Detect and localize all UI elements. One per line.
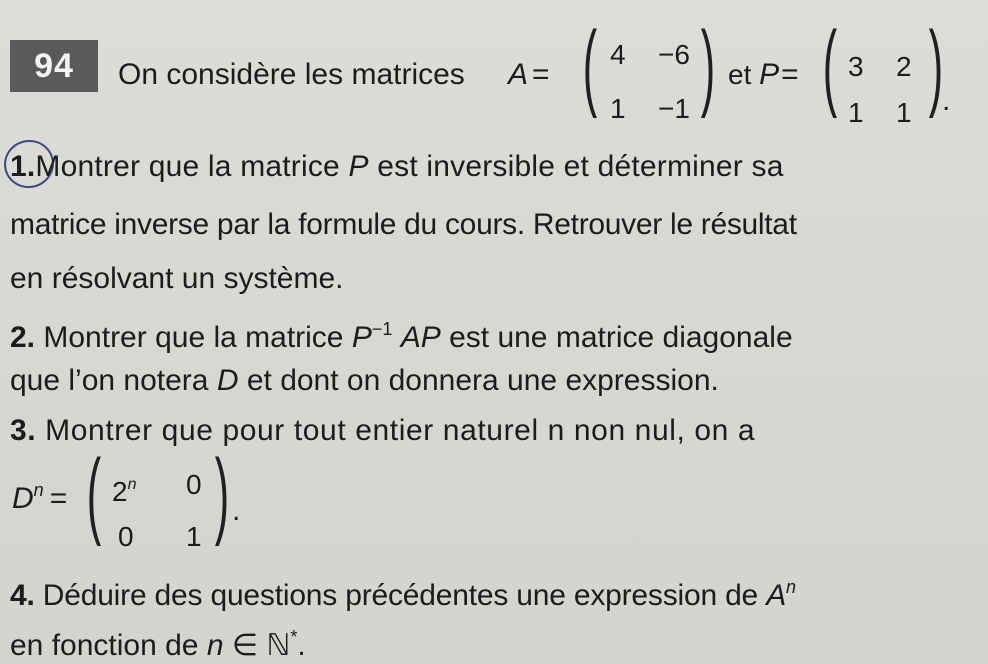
matrix-a-cell-12: −6 (658, 39, 690, 70)
intro-text: On considère les matrices (118, 58, 465, 91)
question-3-var-d: D (12, 482, 34, 515)
conjunction-et: et (728, 59, 752, 90)
question-1-var-p: P (348, 150, 369, 183)
question-3-equals: = (49, 482, 68, 515)
question-2-line-2 (10, 364, 719, 398)
matrix-a-equals: = (532, 58, 550, 91)
matrix-p-cell-11: 3 (848, 51, 864, 82)
question-1-line-2: matrice inverse par la formule du cours. Retrouver le résultat (10, 208, 797, 241)
matrix-d-cell-12: 0 (186, 469, 202, 500)
question-4-text: Déduire des questions précédentes une expression de (42, 579, 767, 612)
matrix-d-cell-11-base: 2 (112, 476, 128, 507)
matrix-p-left-paren: ( (822, 12, 838, 119)
question-2-line-1 (10, 312, 793, 355)
question-2-space (392, 321, 400, 354)
question-3-number: 3. (10, 414, 37, 447)
matrix-d-cell-22: 1 (186, 521, 202, 552)
matrix-a-label (508, 58, 550, 92)
matrix-a-right-paren: ) (700, 12, 716, 119)
exercise-number-badge: 94 (10, 40, 98, 92)
question-4-end-period: . (297, 629, 306, 662)
matrix-d-left-paren: ( (86, 440, 102, 547)
matrix-a-name: A (508, 58, 529, 91)
question-4-line-2 (10, 620, 306, 663)
question-2-number: 2. (10, 321, 36, 354)
question-2-text-a: Montrer que la matrice (43, 321, 352, 354)
question-4-exponent-n: n (786, 577, 796, 597)
matrix-p-cell-21: 1 (848, 97, 864, 128)
matrix-p-equals: = (781, 58, 799, 91)
question-3-line-1 (10, 414, 755, 448)
question-1-line-3: en résolvant un système. (10, 262, 344, 295)
question-2-var-ap: AP (400, 321, 441, 354)
intro-end-period: . (942, 84, 951, 117)
question-1-number: 1. (10, 150, 36, 183)
question-4-number: 4. (10, 579, 35, 612)
matrix-a-cell-22: −1 (658, 93, 690, 124)
question-4-line-2-a: en fonction de (10, 629, 207, 662)
matrix-d-cell-11 (112, 470, 136, 507)
question-4-var-a: A (766, 579, 786, 612)
question-1-text-a: Montrer que la matrice (35, 150, 349, 183)
matrix-p-right-paren: ) (928, 12, 944, 119)
matrix-d-power-n (86, 440, 230, 556)
matrix-p-cell-22: 1 (896, 97, 912, 128)
matrix-a-cell-11: 4 (610, 39, 626, 70)
question-2-exponent: −1 (371, 319, 393, 339)
question-3-lhs (12, 480, 67, 516)
matrix-d-right-paren: ) (214, 440, 230, 547)
matrix-d-cell-21: 0 (118, 521, 134, 552)
matrix-p (822, 12, 946, 128)
question-2-line-2-a: que l’on notera (10, 364, 217, 397)
matrix-p-cell-12: 2 (896, 51, 912, 82)
question-4-line-1 (10, 570, 796, 613)
question-4-star: * (290, 627, 298, 647)
question-2-line-2-b: et dont on donnera une expression. (238, 364, 719, 397)
question-2-var-p: P (351, 321, 372, 354)
question-4-var-n: n (206, 629, 224, 662)
question-1-text-b: est inversible et déterminer sa (368, 150, 784, 183)
matrix-d-cell-11-exponent: n (127, 476, 137, 493)
matrix-a-cell-21: 1 (610, 93, 626, 124)
question-4-set-n: ∈ ℕ (223, 629, 291, 662)
question-3-text: Montrer que pour tout entier naturel n non nul, on a (45, 414, 756, 447)
matrix-a-left-paren: ( (582, 12, 598, 119)
question-2-var-d: D (216, 364, 239, 397)
question-3-exponent-n: n (33, 480, 44, 500)
matrix-p-name: P (759, 58, 780, 91)
question-1-line-1 (10, 150, 784, 184)
question-3-end-period: . (232, 494, 241, 527)
matrix-a (582, 12, 718, 128)
intro-line (118, 58, 465, 92)
matrix-p-label (728, 58, 799, 92)
question-2-text-b: est une matrice diagonale (440, 321, 793, 354)
